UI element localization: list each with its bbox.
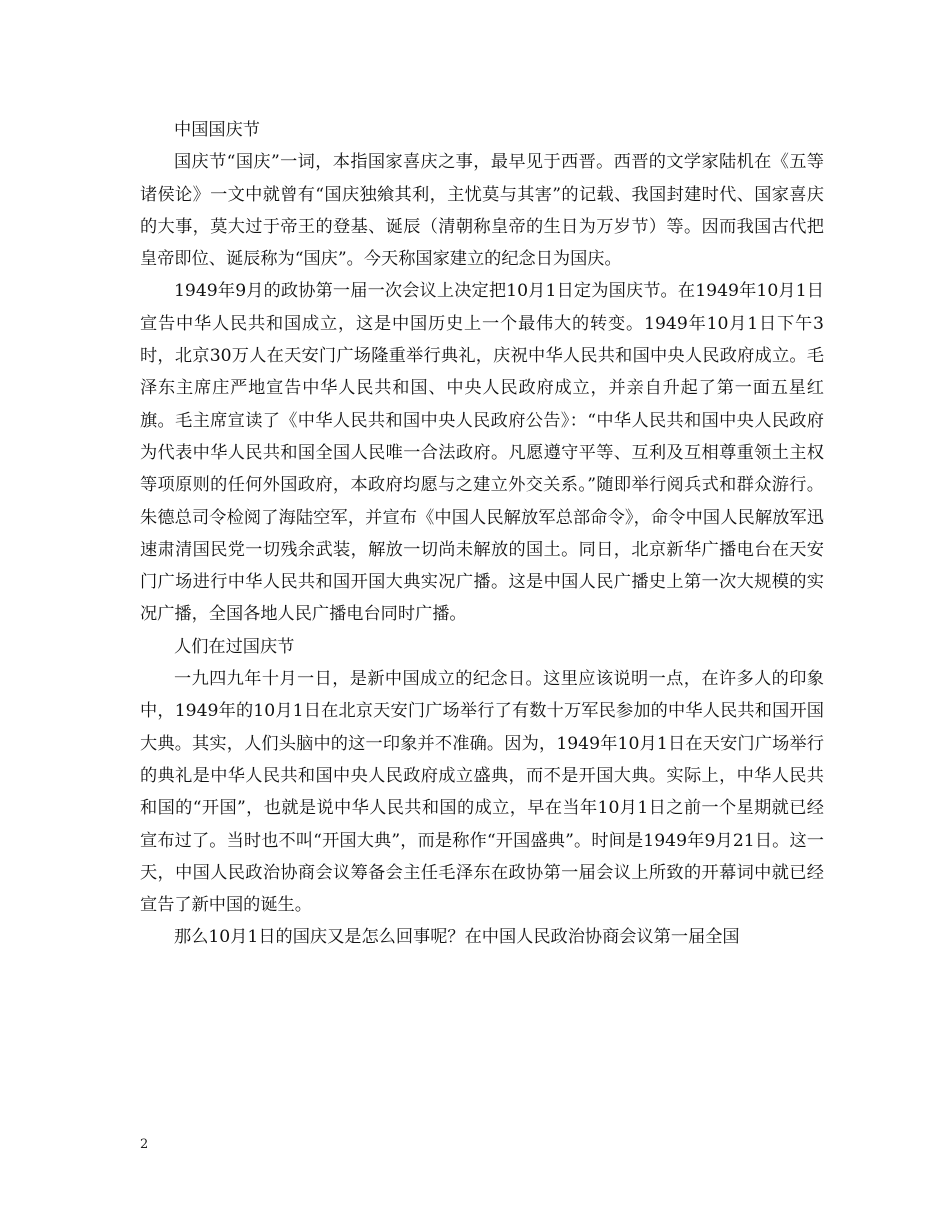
- paragraph-october-first-question: 那么10月1日的国庆又是怎么回事呢？在中国人民政治协商会议第一届全国: [174, 927, 740, 948]
- paragraph-origin-of-term: 国庆节“国庆”一词，本指国家喜庆之事，最早见于西晋。西晋的文学家陆机在《五等诸侯论》一文中就曾有“国庆独飨其利，主忧莫与其害”的记载、我国封建时代、国家喜庆的大事，莫大过于帝王的登基、诞辰（清朝称皇帝的生日为万岁节）等。因而我国古代把皇帝即位、诞辰称为“国庆”。今天称国家建立的纪念日为国庆。: [140, 152, 824, 270]
- document-body: [140, 114, 824, 954]
- page-number: 2: [140, 1137, 149, 1152]
- paragraph-founding-clarification: 一九四九年十月一日，是新中国成立的纪念日。这里应该说明一点，在许多人的印象中，1949年的10月1日在北京天安门广场举行了有数十万军民参加的中华人民共和国开国大典。其实，人们头脑中的这一印象并不准确。因为，1949年10月1日在天安门广场举行的典礼是中华人民共和国中央人民政府成立盛典，而不是开国大典。实际上，中华人民共和国的“开国”，也就是说中华人民共和国的成立，早在当年10月1日之前一个星期就已经宣布过了。当时也不叫“开国大典”，而是称作“开国盛典”。时间是1949年9月21日。这一天，中国人民政治协商会议筹备会主任毛泽东在政协第一届会议上所致的开幕词中就已经宣告了新中国的诞生。: [140, 669, 824, 916]
- section-heading-celebrating: 人们在过国庆节: [174, 636, 295, 657]
- paragraph-founding-ceremony: 1949年9月的政协第一届一次会议上决定把10月1日定为国庆节。在1949年10月1日宣告中华人民共和国成立，这是中国历史上一个最伟大的转变。1949年10月1日下午3时，北京30万人在天安门广场隆重举行典礼，庆祝中华人民共和国中央人民政府成立。毛泽东主席庄严地宣告中华人民共和国、中央人民政府成立，并亲自升起了第一面五星红旗。毛主席宣读了《中华人民共和国中央人民政府公告》：“中华人民共和国中央人民政府为代表中华人民共和国全国人民唯一合法政府。凡愿遵守平等、互利及互相尊重领土主权等项原则的任何外国政府，本政府均愿与之建立外交关系。”随即举行阅兵式和群众游行。朱德总司令检阅了海陆空军，并宣布《中国人民解放军总部命令》，命令中国人民解放军迅速肃清国民党一切残余武装，解放一切尚未解放的国土。同日，北京新华广播电台在天安门广场进行中华人民共和国开国大典实况广播。这是中国人民广播史上第一次大规模的实况广播，全国各地人民广播电台同时广播。: [140, 281, 824, 625]
- section-heading-national-day: 中国国庆节: [174, 120, 260, 140]
